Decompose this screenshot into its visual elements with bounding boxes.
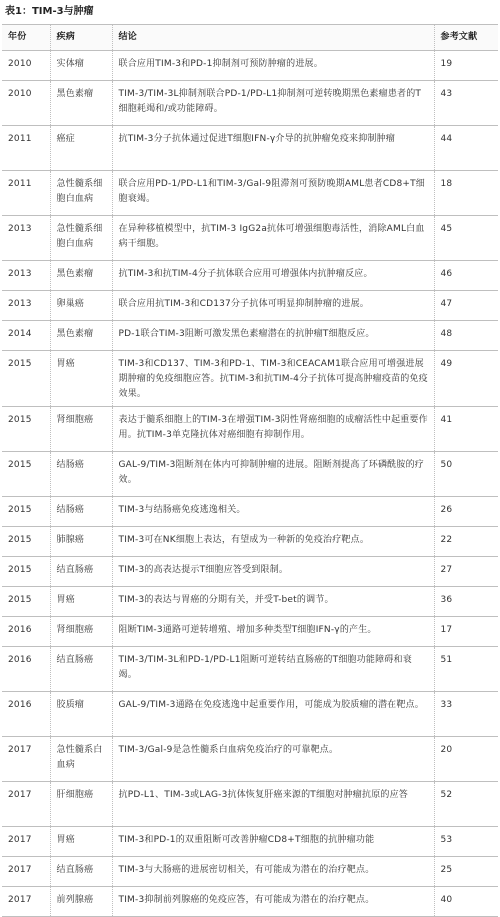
- cell-disease: 胃癌: [50, 587, 112, 617]
- cell-ref: 25: [434, 857, 498, 887]
- cell-year: 2013: [2, 261, 50, 291]
- cell-conclusion: 阻断TIM-3通路可逆转增殖、增加多种类型T细胞IFN-γ的产生。: [112, 617, 434, 647]
- cell-disease: 急性髓系白血病: [50, 737, 112, 782]
- cell-conclusion: PD-1联合TIM-3阻断可激发黑色素瘤潜在的抗肿瘤T细胞反应。: [112, 321, 434, 351]
- cell-disease: 急性髓系细胞白血病: [50, 216, 112, 261]
- cell-ref: 53: [434, 827, 498, 857]
- table-row: [2, 557, 498, 587]
- tim3-tumor-table: [2, 24, 498, 917]
- cell-conclusion: TIM-3与大肠癌的进展密切相关，有可能成为潜在的治疗靶点。: [112, 857, 434, 887]
- cell-disease: 结直肠癌: [50, 557, 112, 587]
- cell-ref: 45: [434, 216, 498, 261]
- cell-conclusion: 抗TIM-3和抗TIM-4分子抗体联合应用可增强体内抗肿瘤反应。: [112, 261, 434, 291]
- cell-conclusion: TIM-3的高表达提示T细胞应答受到限制。: [112, 557, 434, 587]
- table-row: [2, 216, 498, 261]
- table-row: [2, 692, 498, 737]
- cell-year: 2017: [2, 782, 50, 827]
- cell-disease: 肾细胞癌: [50, 617, 112, 647]
- table-row: [2, 51, 498, 81]
- cell-year: 2017: [2, 827, 50, 857]
- table-row: [2, 291, 498, 321]
- table-row: [2, 452, 498, 497]
- table-header-row: [2, 25, 498, 51]
- header-disease: 疾病: [50, 25, 112, 51]
- cell-disease: 黑色素瘤: [50, 321, 112, 351]
- table-row: [2, 782, 498, 827]
- cell-disease: 胃癌: [50, 827, 112, 857]
- cell-ref: 47: [434, 291, 498, 321]
- cell-year: 2013: [2, 291, 50, 321]
- cell-disease: 结直肠癌: [50, 857, 112, 887]
- cell-ref: 41: [434, 407, 498, 452]
- cell-conclusion: TIM-3/Gal-9是急性髓系白血病免疫治疗的可靠靶点。: [112, 737, 434, 782]
- table-row: [2, 737, 498, 782]
- cell-year: 2015: [2, 527, 50, 557]
- cell-ref: 49: [434, 351, 498, 407]
- cell-disease: 急性髓系细胞白血病: [50, 171, 112, 216]
- cell-conclusion: 联合应用PD-1/PD-L1和TIM-3/Gal-9阻滞剂可预防晚期AML患者CD8+T细胞衰竭。: [112, 171, 434, 216]
- cell-conclusion: 抗TIM-3分子抗体通过促进T细胞IFN-γ介导的抗肿瘤免疫来抑制肿瘤: [112, 126, 434, 171]
- cell-year: 2015: [2, 557, 50, 587]
- cell-conclusion: 表达于髓系细胞上的TIM-3在增强TIM-3阴性肾癌细胞的成瘤活性中起重要作用。抗TIM-3单克隆抗体对癌细胞有抑制作用。: [112, 407, 434, 452]
- cell-ref: 40: [434, 887, 498, 917]
- cell-year: 2017: [2, 737, 50, 782]
- cell-disease: 肝细胞癌: [50, 782, 112, 827]
- cell-conclusion: TIM-3和PD-1的双重阻断可改善肿瘤CD8+T细胞的抗肿瘤功能: [112, 827, 434, 857]
- cell-disease: 卵巢癌: [50, 291, 112, 321]
- cell-ref: 33: [434, 692, 498, 737]
- header-conclusion: 结论: [112, 25, 434, 51]
- cell-disease: 黑色素瘤: [50, 81, 112, 126]
- header-ref: 参考文献: [434, 25, 498, 51]
- cell-disease: 结肠癌: [50, 452, 112, 497]
- table-row: [2, 647, 498, 692]
- cell-disease: 胃癌: [50, 351, 112, 407]
- cell-ref: 51: [434, 647, 498, 692]
- table-caption: 表1：TIM-3与肿瘤: [5, 6, 94, 17]
- table-row: [2, 857, 498, 887]
- cell-conclusion: GAL-9/TIM-3阻断剂在体内可抑制肿瘤的进展。阻断剂提高了环磷酰胺的疗效。: [112, 452, 434, 497]
- cell-disease: 癌症: [50, 126, 112, 171]
- cell-conclusion: TIM-3与结肠癌免疫逃逸相关。: [112, 497, 434, 527]
- cell-disease: 肺腺癌: [50, 527, 112, 557]
- cell-year: 2017: [2, 887, 50, 917]
- cell-conclusion: 联合应用抗TIM-3和CD137分子抗体可明显抑制肿瘤的进展。: [112, 291, 434, 321]
- cell-conclusion: TIM-3可在NK细胞上表达，有望成为一种新的免疫治疗靶点。: [112, 527, 434, 557]
- cell-year: 2014: [2, 321, 50, 351]
- cell-conclusion: TIM-3抑制前列腺癌的免疫应答，有可能成为潜在的治疗靶点。: [112, 887, 434, 917]
- cell-disease: 实体瘤: [50, 51, 112, 81]
- cell-disease: 结肠癌: [50, 497, 112, 527]
- table-row: [2, 321, 498, 351]
- table-row: [2, 171, 498, 216]
- cell-year: 2015: [2, 407, 50, 452]
- cell-disease: 前列腺癌: [50, 887, 112, 917]
- cell-ref: 22: [434, 527, 498, 557]
- cell-year: 2015: [2, 587, 50, 617]
- cell-conclusion: TIM-3/TIM-3L和PD-1/PD-L1阻断可逆转结直肠癌的T细胞功能障碍和衰竭。: [112, 647, 434, 692]
- table-row: [2, 81, 498, 126]
- table-row: [2, 617, 498, 647]
- cell-conclusion: 联合应用TIM-3和PD-1抑制剂可预防肿瘤的进展。: [112, 51, 434, 81]
- cell-conclusion: 在异种移植模型中，抗TIM-3 IgG2a抗体可增强细胞毒活性，消除AML白血病干细胞。: [112, 216, 434, 261]
- cell-conclusion: 抗PD-L1、TIM-3或LAG-3抗体恢复肝癌来源的T细胞对肿瘤抗原的应答: [112, 782, 434, 827]
- table-row: [2, 497, 498, 527]
- table-row: [2, 126, 498, 171]
- cell-year: 2010: [2, 51, 50, 81]
- cell-conclusion: TIM-3和CD137、TIM-3和PD-1、TIM-3和CEACAM1联合应用可增强进展期肿瘤的免疫细胞应答。抗TIM-3和抗TIM-4分子抗体可提高肿瘤疫苗的免疫效果。: [112, 351, 434, 407]
- cell-conclusion: GAL-9/TIM-3通路在免疫逃逸中起重要作用，可能成为胶质瘤的潜在靶点。: [112, 692, 434, 737]
- cell-ref: 20: [434, 737, 498, 782]
- cell-ref: 27: [434, 557, 498, 587]
- cell-year: 2016: [2, 692, 50, 737]
- cell-ref: 26: [434, 497, 498, 527]
- cell-disease: 黑色素瘤: [50, 261, 112, 291]
- cell-ref: 19: [434, 51, 498, 81]
- table-row: [2, 351, 498, 407]
- table-row: [2, 527, 498, 557]
- table-row: [2, 407, 498, 452]
- cell-year: 2015: [2, 351, 50, 407]
- cell-year: 2017: [2, 857, 50, 887]
- cell-ref: 48: [434, 321, 498, 351]
- cell-ref: 44: [434, 126, 498, 171]
- cell-disease: 肾细胞癌: [50, 407, 112, 452]
- cell-year: 2015: [2, 497, 50, 527]
- table-row: [2, 887, 498, 917]
- cell-year: 2016: [2, 617, 50, 647]
- cell-disease: 胶质瘤: [50, 692, 112, 737]
- cell-ref: 46: [434, 261, 498, 291]
- cell-ref: 36: [434, 587, 498, 617]
- cell-ref: 17: [434, 617, 498, 647]
- cell-ref: 52: [434, 782, 498, 827]
- header-year: 年份: [2, 25, 50, 51]
- cell-ref: 43: [434, 81, 498, 126]
- cell-ref: 50: [434, 452, 498, 497]
- table-row: [2, 827, 498, 857]
- cell-ref: 18: [434, 171, 498, 216]
- cell-year: 2011: [2, 126, 50, 171]
- table-row: [2, 587, 498, 617]
- cell-conclusion: TIM-3/TIM-3L抑制剂联合PD-1/PD-L1抑制剂可逆转晚期黑色素瘤患者的T细胞耗竭和/或功能障碍。: [112, 81, 434, 126]
- cell-year: 2010: [2, 81, 50, 126]
- table-row: [2, 261, 498, 291]
- cell-disease: 结直肠癌: [50, 647, 112, 692]
- cell-year: 2011: [2, 171, 50, 216]
- cell-year: 2013: [2, 216, 50, 261]
- cell-conclusion: TIM-3的表达与胃癌的分期有关，并受T-bet的调节。: [112, 587, 434, 617]
- cell-year: 2015: [2, 452, 50, 497]
- cell-year: 2016: [2, 647, 50, 692]
